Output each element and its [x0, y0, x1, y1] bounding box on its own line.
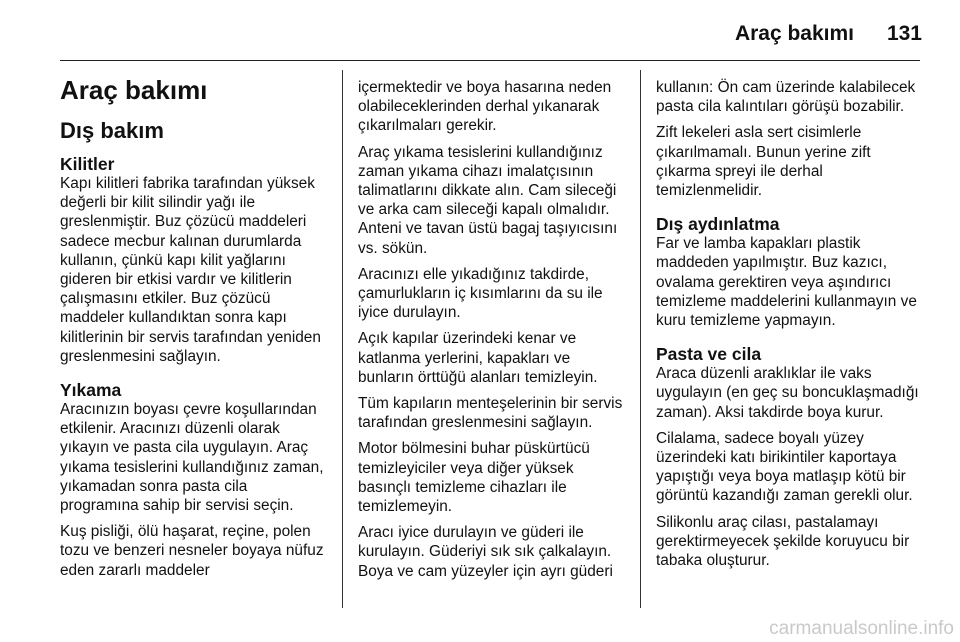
chapter-title: Araç bakımı — [60, 75, 208, 105]
section-title-dis-bakim: Dış bakım — [60, 118, 164, 143]
column-2 — [358, 78, 626, 588]
column-1 — [60, 70, 328, 587]
page-header — [0, 0, 960, 62]
paragraph: Motor bölmesini buhar püskürtücü temizleyiciler veya diğer yüksek basınçlı temizleme cihazları ile temizlemeyin. — [358, 440, 590, 516]
paragraph: Aracı iyice durulayın ve güderi ile kurulayın. Güderiyi sık sık çalkalayın. Boya ve cam yüzeyler için ayrı güderi — [358, 524, 613, 580]
watermark: carmanualsonline.info — [769, 618, 954, 639]
paragraph: içermektedir ve boya hasarına neden olabileceklerinden derhal yıkanarak çıkarılmaları gerekir. — [358, 79, 612, 135]
paragraph: Kuş pisliği, ölü haşarat, reçine, polen tozu ve benzeri nesneler boyaya nüfuz eden zararlı maddeler — [60, 523, 324, 579]
heading-kilitler: Kilitler — [60, 154, 115, 174]
heading-yikama: Yıkama — [60, 380, 122, 401]
paragraph: Aracınızın boyası çevre koşullarından etkilenir. Aracınızı düzenli olarak yıkayın ve pasta cila uygulayın. Araç yıkama tesislerini kullandığınız zaman, yıkamadan sonra pasta cila programına sahip bir servisi seçin. — [60, 401, 324, 515]
header-title: Araç bakımı — [734, 22, 854, 45]
paragraph: Zift lekeleri asla sert cisimlerle çıkarılmamalı. Bunun yerine zift çıkarma spreyi ile derhal temizlenmelidir. — [656, 124, 871, 200]
paragraph: Kapı kilitleri fabrika tarafından yüksek değerli bir kilit silindir yağı ile greslenmiştir. Buz çözücü maddeleri sadece mecbur kalınan durumlarda kullanın, çünkü kapı kilit yağlarını gideren bir etkisi vardır ve kilitlerin çalışmasını etkiler. Buz çözücü maddeler kullandıktan sonra kapı kilitlerinin bir servis tarafından yeniden greslenmesini sağlayın. — [60, 175, 321, 365]
paragraph: Cilalama, sadece boyalı yüzey üzerindeki katı birikintiler kaportaya yapıştığı veya boya matlaşıp kötü bir görüntü kazandığı zaman gerekli olur. — [656, 429, 913, 505]
heading-dis-aydinlatma: Dış aydınlatma — [656, 214, 780, 235]
paragraph: Araca düzenli araklıklar ile vaks uygulayın (en geç su boncuklaşmadığı zaman). Aksi takdirde boya kurur. — [656, 365, 919, 421]
paragraph: Silikonlu araç cilası, pastalamayı gerektirmeyecek şekilde koruyucu bir tabaka oluşturur. — [656, 513, 910, 570]
page-number: 131 — [886, 22, 922, 45]
header-rule — [60, 60, 920, 61]
paragraph: Far ve lamba kapakları plastik maddeden yapılmıştır. Buz kazıcı, ovalama gerektiren veya aşındırıcı temizleme maddelerini kullanmayın ve kuru temizleme yapmayın. — [656, 235, 917, 330]
paragraph: kullanın: Ön cam üzerinde kalabilecek pasta cila kalıntıları görüşü bozabilir. — [656, 79, 916, 116]
paragraph: Tüm kapıların menteşelerinin bir servis tarafından greslenmesini sağlayın. — [358, 395, 623, 432]
paragraph: Açık kapılar üzerindeki kenar ve katlanma yerlerini, kapakları ve bunların örttüğü alanları temizleyin. — [358, 330, 598, 386]
column-3 — [656, 78, 924, 577]
heading-pasta-ve-cila: Pasta ve cila — [656, 344, 762, 365]
paragraph: Araç yıkama tesislerini kullandığınız zaman yıkama cihazı imalatçısının talimatlarını dikkate alın. Cam sileceği ve arka cam sileceği kapalı olmalıdır. Anteni ve tavan üstü bagaj taşıyıcısını vs. sökün. — [358, 143, 618, 257]
column-divider — [640, 70, 641, 608]
paragraph: Aracınızı elle yıkadığınız takdirde, çamurlukların iç kısımlarını da su ile iyice durulayın. — [358, 265, 603, 322]
column-divider — [342, 70, 343, 608]
